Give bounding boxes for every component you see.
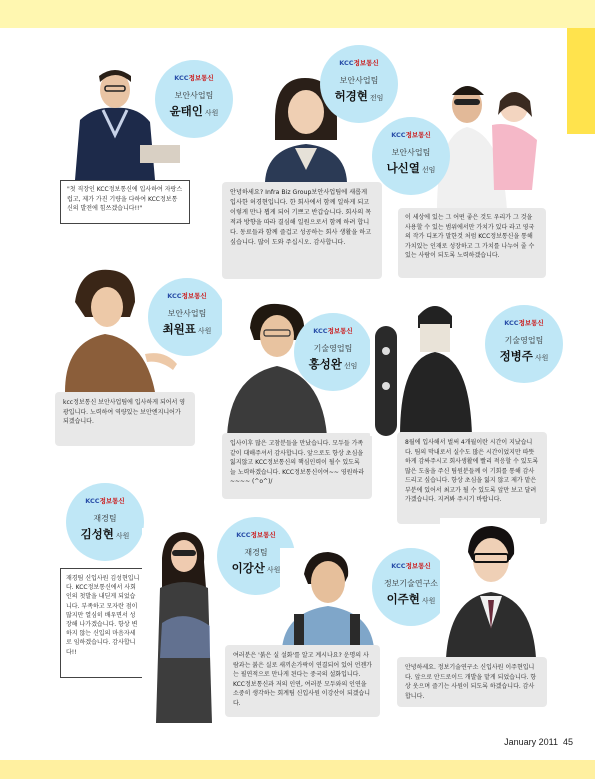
- bubble-kim: [66, 483, 144, 561]
- photo-jung: [370, 296, 490, 436]
- kcc-logo: KCC정보통신: [236, 531, 276, 539]
- bubble-yoon: [155, 60, 233, 138]
- kcc-logo: KCC정보통신: [313, 327, 353, 335]
- page-footer: [504, 737, 573, 747]
- bubble-jung: [485, 305, 563, 383]
- kcc-logo: KCC정보통신: [391, 131, 431, 139]
- person-name: 최원표 사원: [162, 322, 212, 336]
- bubble-choi: [148, 278, 226, 356]
- photo-na: [432, 65, 557, 210]
- bubble-lee-jh: [372, 548, 450, 626]
- side-tab: [567, 28, 595, 134]
- person-name: 이강산 사원: [231, 561, 281, 575]
- person-name: 윤태인 사원: [169, 104, 219, 118]
- issue-label: January 2011: [504, 737, 558, 747]
- photo-lee-jh: [440, 518, 540, 658]
- message-heo: 안녕하세요? Infra Biz Group보안사업팀에 새롭게 입사한 허경현입니다. 한 회사에서 함께 일하게 되고 이렇게 만나 뵙게 되어 기쁘고 반갑습니다. 회사의 목적과 방향을 따라 결심해 일원으로서 함께 하려 합니다. 동료들과 함께 즐겁고 성공하는 회사 생활을 하고 싶습니다. 많이 도와 주십시오. 감사합니다.: [222, 182, 382, 279]
- message-lee-ks: 여러분은 '붉은 실 설화'를 알고 계시나요? 운명의 사람과는 붉은 실로 새끼손가락이 연결되어 있어 언젠가는 필연적으로 만나게 된다는 중국의 설화입니다. KCC정보통신과 저의 인연, 여러분 모두와의 인연을 소중히 생각하는 회계팀 신입사원 이강산이 되겠습니다.: [225, 645, 380, 717]
- message-choi: kcc정보통신 보안사업팀에 입사하게 되어서 영광입니다. 노력하여 역량있는 보안엔지니어가 되겠습니다.: [55, 392, 195, 446]
- team-label: 기술영업팀: [504, 336, 544, 345]
- message-yoon: "첫 직장인 KCC정보통신에 입사하여 자랑스럽고, 제가 가진 기량을 다하여 KCC정보통신의 발전에 힘쓰겠습니다!!": [60, 180, 190, 224]
- message-lee-jh: 안녕하세요. 정보기술연구소 신입사원 이주현입니다. 앞으로 안드로이드 개발을 맡게 되었습니다. 항상 웃으며 즐기는 사원이 되도록 하겠습니다. 감사합니다.: [397, 657, 547, 707]
- photo-kim: [142, 528, 222, 723]
- bubble-hong: [294, 313, 372, 391]
- team-label: 재경팀: [93, 514, 117, 523]
- message-hong: 입사이후 많은 고참분들을 만났습니다. 모두들 가족같이 대해주셔서 감사합니다. 앞으로도 항상 초심을 잃지않고 KCC정보통신의 핵심인력이 될수 있도록 늘 노력하겠습니다. KCC정보통신이여~~ 영원하라~~~~ (^o^)/: [222, 433, 372, 499]
- kcc-logo: KCC정보통신: [339, 59, 379, 67]
- message-jung: 8월에 입사해서 벌써 4개월이란 시간이 지났습니다. 팀의 막내로서 실수도 많은 시간이었지만 따뜻하게 감싸주시고 회사생활에 빨리 적응할 수 있도록 많은 도움을 주신 팀원분들께 이 기회를 통해 감사드리고 싶습니다. 항상 초심을 잃지 않고 제가 맡은 부분에 있어서 최고가 될 수 있도록 앞만 보고 달려가겠습니다. 지켜봐 주시기 바랍니다.: [397, 432, 547, 524]
- team-label: 기술영업팀: [313, 344, 353, 353]
- person-name: 홍성완 선임: [308, 357, 358, 371]
- team-label: 재경팀: [244, 548, 268, 557]
- kcc-logo: KCC정보통신: [174, 74, 214, 82]
- photo-lee-ks: [280, 548, 375, 648]
- team-label: 보안사업팀: [167, 309, 207, 318]
- kcc-logo: KCC정보통신: [85, 497, 125, 505]
- bottom-band: [0, 760, 595, 779]
- team-label: 정보기술연구소: [383, 579, 439, 588]
- message-kim: 재경팀 신입사원 김성현입니다. KCC정보통신에서 사회인의 첫발을 내딛게 되었습니다. 부족하고 모자란 점이 많지만 열심히 배우면서 성장해 나가겠습니다. 항상 변하지 않는 신입의 마음자세로 임하겠습니다. 감사합니다!!: [60, 568, 146, 678]
- kcc-logo: KCC정보통신: [391, 562, 431, 570]
- kcc-logo: KCC정보통신: [167, 292, 207, 300]
- kcc-logo: KCC정보통신: [504, 319, 544, 327]
- person-name: 이주현 사원: [386, 592, 436, 606]
- team-label: 보안사업팀: [339, 76, 379, 85]
- team-label: 보안사업팀: [174, 91, 214, 100]
- person-name: 김성현 사원: [80, 527, 130, 541]
- bubble-na: [372, 117, 450, 195]
- person-name: 나신열 선임: [386, 161, 436, 175]
- top-band: [0, 0, 595, 28]
- message-na: 이 세상에 있는 그 어떤 좋은 것도 우리가 그 것을 사용할 수 있는 범위에서만 가치가 있다 라고 영국의 작가 디포가 말한것 처럼 KCC정보통신을 통해 가치있는 인재로 성장하고 그 가치를 나누어 줄 수 있는 사람이 되도록 노력하겠습니다.: [398, 208, 546, 278]
- person-name: 정병주 사원: [499, 349, 549, 363]
- bubble-heo: [320, 45, 398, 123]
- team-label: 보안사업팀: [391, 148, 431, 157]
- person-name: 허경현 전임: [334, 89, 384, 103]
- page-number: 45: [562, 737, 573, 747]
